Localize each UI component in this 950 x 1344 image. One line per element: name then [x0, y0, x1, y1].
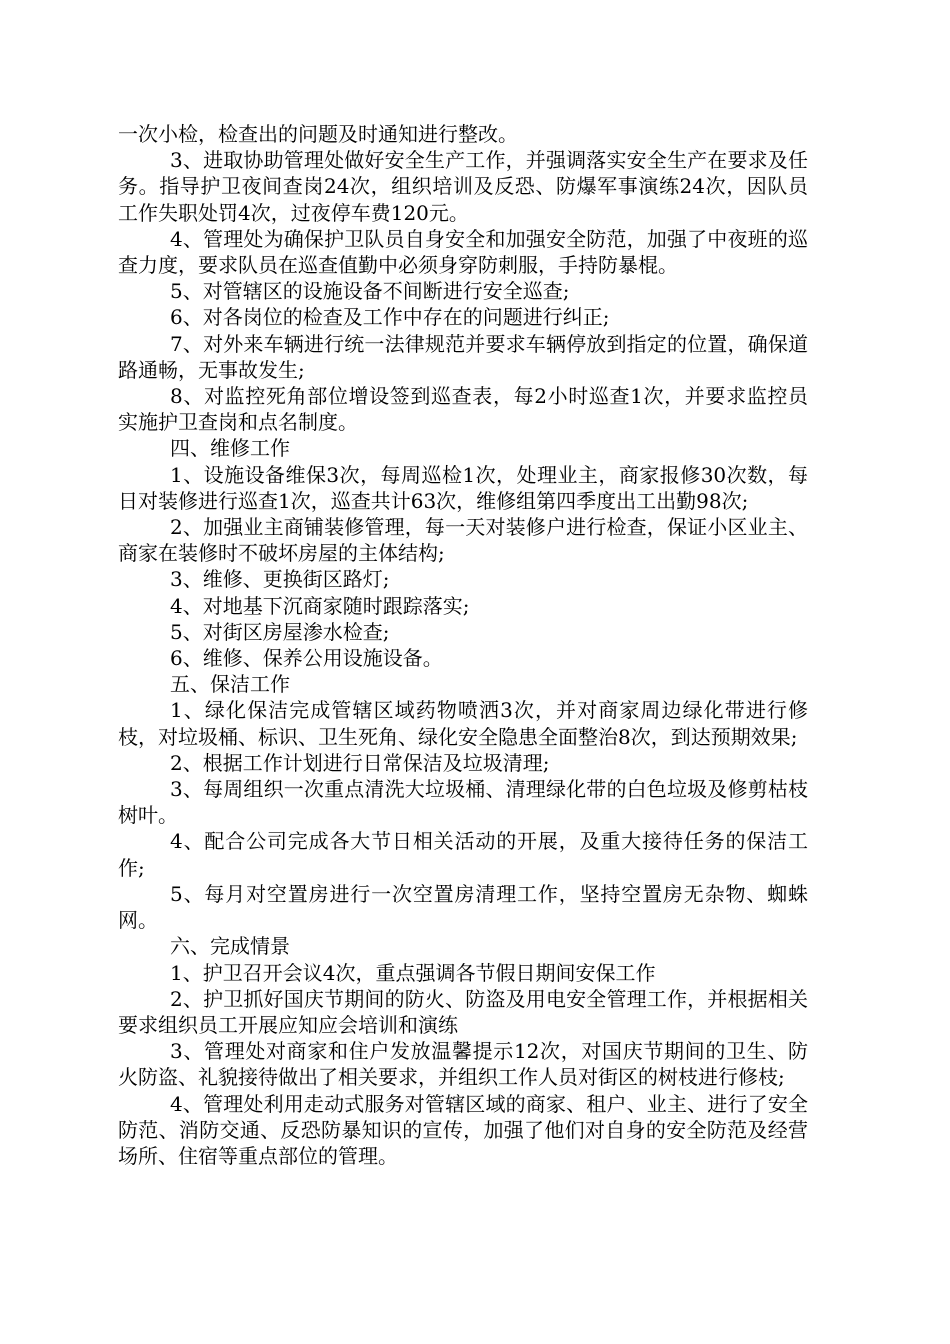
paragraph-12: 4、对地基下沉商家随时跟踪落实; [170, 593, 470, 618]
paragraph-20: 5、每月对空置房进行一次空置房清理工作，坚持空置房无杂物、蜘蛛网。 [118, 881, 808, 933]
paragraph-10: 2、加强业主商铺装修管理，每一天对装修户进行检查，保证小区业主、商家在装修时不破坏房屋的主体结构; [118, 515, 808, 566]
paragraph-23: 2、护卫抓好国庆节期间的防火、防盗及用电安全管理工作，并根据相关要求组织员工开展应知应会培训和演练 [118, 986, 808, 1037]
section-heading-maintenance: 四、维修工作 [170, 436, 290, 461]
paragraph-7: 8、对监控死角部位增设签到巡查表，每2小时巡查1次，并要求监控员实施护卫查岗和点名制度。 [118, 384, 808, 435]
paragraph-16: 1、绿化保洁完成管辖区域药物喷洒3次，并对商家周边绿化带进行修枝，对垃圾桶、标识、卫生死角、绿化安全隐患全面整治8次，到达预期效果; [118, 698, 808, 749]
paragraph-6: 7、对外来车辆进行统一法律规范并要求车辆停放到指定的位置，确保道路通畅，无事故发生; [118, 331, 808, 382]
section-heading-completion: 六、完成情景 [170, 934, 290, 959]
section-heading-cleaning: 五、保洁工作 [170, 672, 290, 697]
paragraph-19: 4、配合公司完成各大节日相关活动的开展，及重大接待任务的保洁工作; [118, 829, 808, 880]
paragraph-22: 1、护卫召开会议4次，重点强调各节假日期间安保工作 [170, 960, 656, 985]
paragraph-14: 6、维修、保养公用设施设备。 [170, 646, 443, 671]
paragraph-18: 3、每周组织一次重点清洗大垃圾桶、清理绿化带的白色垃圾及修剪枯枝树叶。 [118, 777, 808, 828]
paragraph-24: 3、管理处对商家和住户发放温馨提示12次，对国庆节期间的卫生、防火防盗、礼貌接待做出了相关要求，并组织工作人员对街区的树枝进行修枝; [118, 1039, 808, 1090]
paragraph-13: 5、对街区房屋渗水检查; [170, 619, 390, 644]
paragraph-11: 3、维修、更换街区路灯; [170, 567, 390, 592]
paragraph-17: 2、根据工作计划进行日常保洁及垃圾清理; [170, 750, 550, 775]
paragraph-25: 4、管理处利用走动式服务对管辖区域的商家、租户、业主、进行了安全防范、消防交通、反恐防暴知识的宣传，加强了他们对自身的安全防范及经营场所、住宿等重点部位的管理。 [118, 1091, 808, 1168]
document-body [118, 121, 808, 1169]
paragraph-3: 4、管理处为确保护卫队员自身安全和加强安全防范，加强了中夜班的巡查力度，要求队员在巡查值勤中必须身穿防刺服，手持防暴棍。 [118, 226, 808, 278]
paragraph-5: 6、对各岗位的检查及工作中存在的问题进行纠正; [170, 305, 610, 330]
paragraph-2: 3、进取协助管理处做好安全生产工作，并强调落实安全生产在要求及任务。指导护卫夜间查岗24次，组织培训及反恐、防爆军事演练24次，因队员工作失职处罚4次，过夜停车费120元。 [118, 148, 808, 225]
paragraph-9: 1、设施设备维保3次，每周巡检1次，处理业主，商家报修30次数，每日对装修进行巡查1次，巡查共计63次，维修组第四季度出工出勤98次; [118, 462, 808, 513]
paragraph-1: 一次小检，检查出的问题及时通知进行整改。 [118, 122, 518, 146]
paragraph-4: 5、对管辖区的设施设备不间断进行安全巡查; [170, 279, 570, 304]
